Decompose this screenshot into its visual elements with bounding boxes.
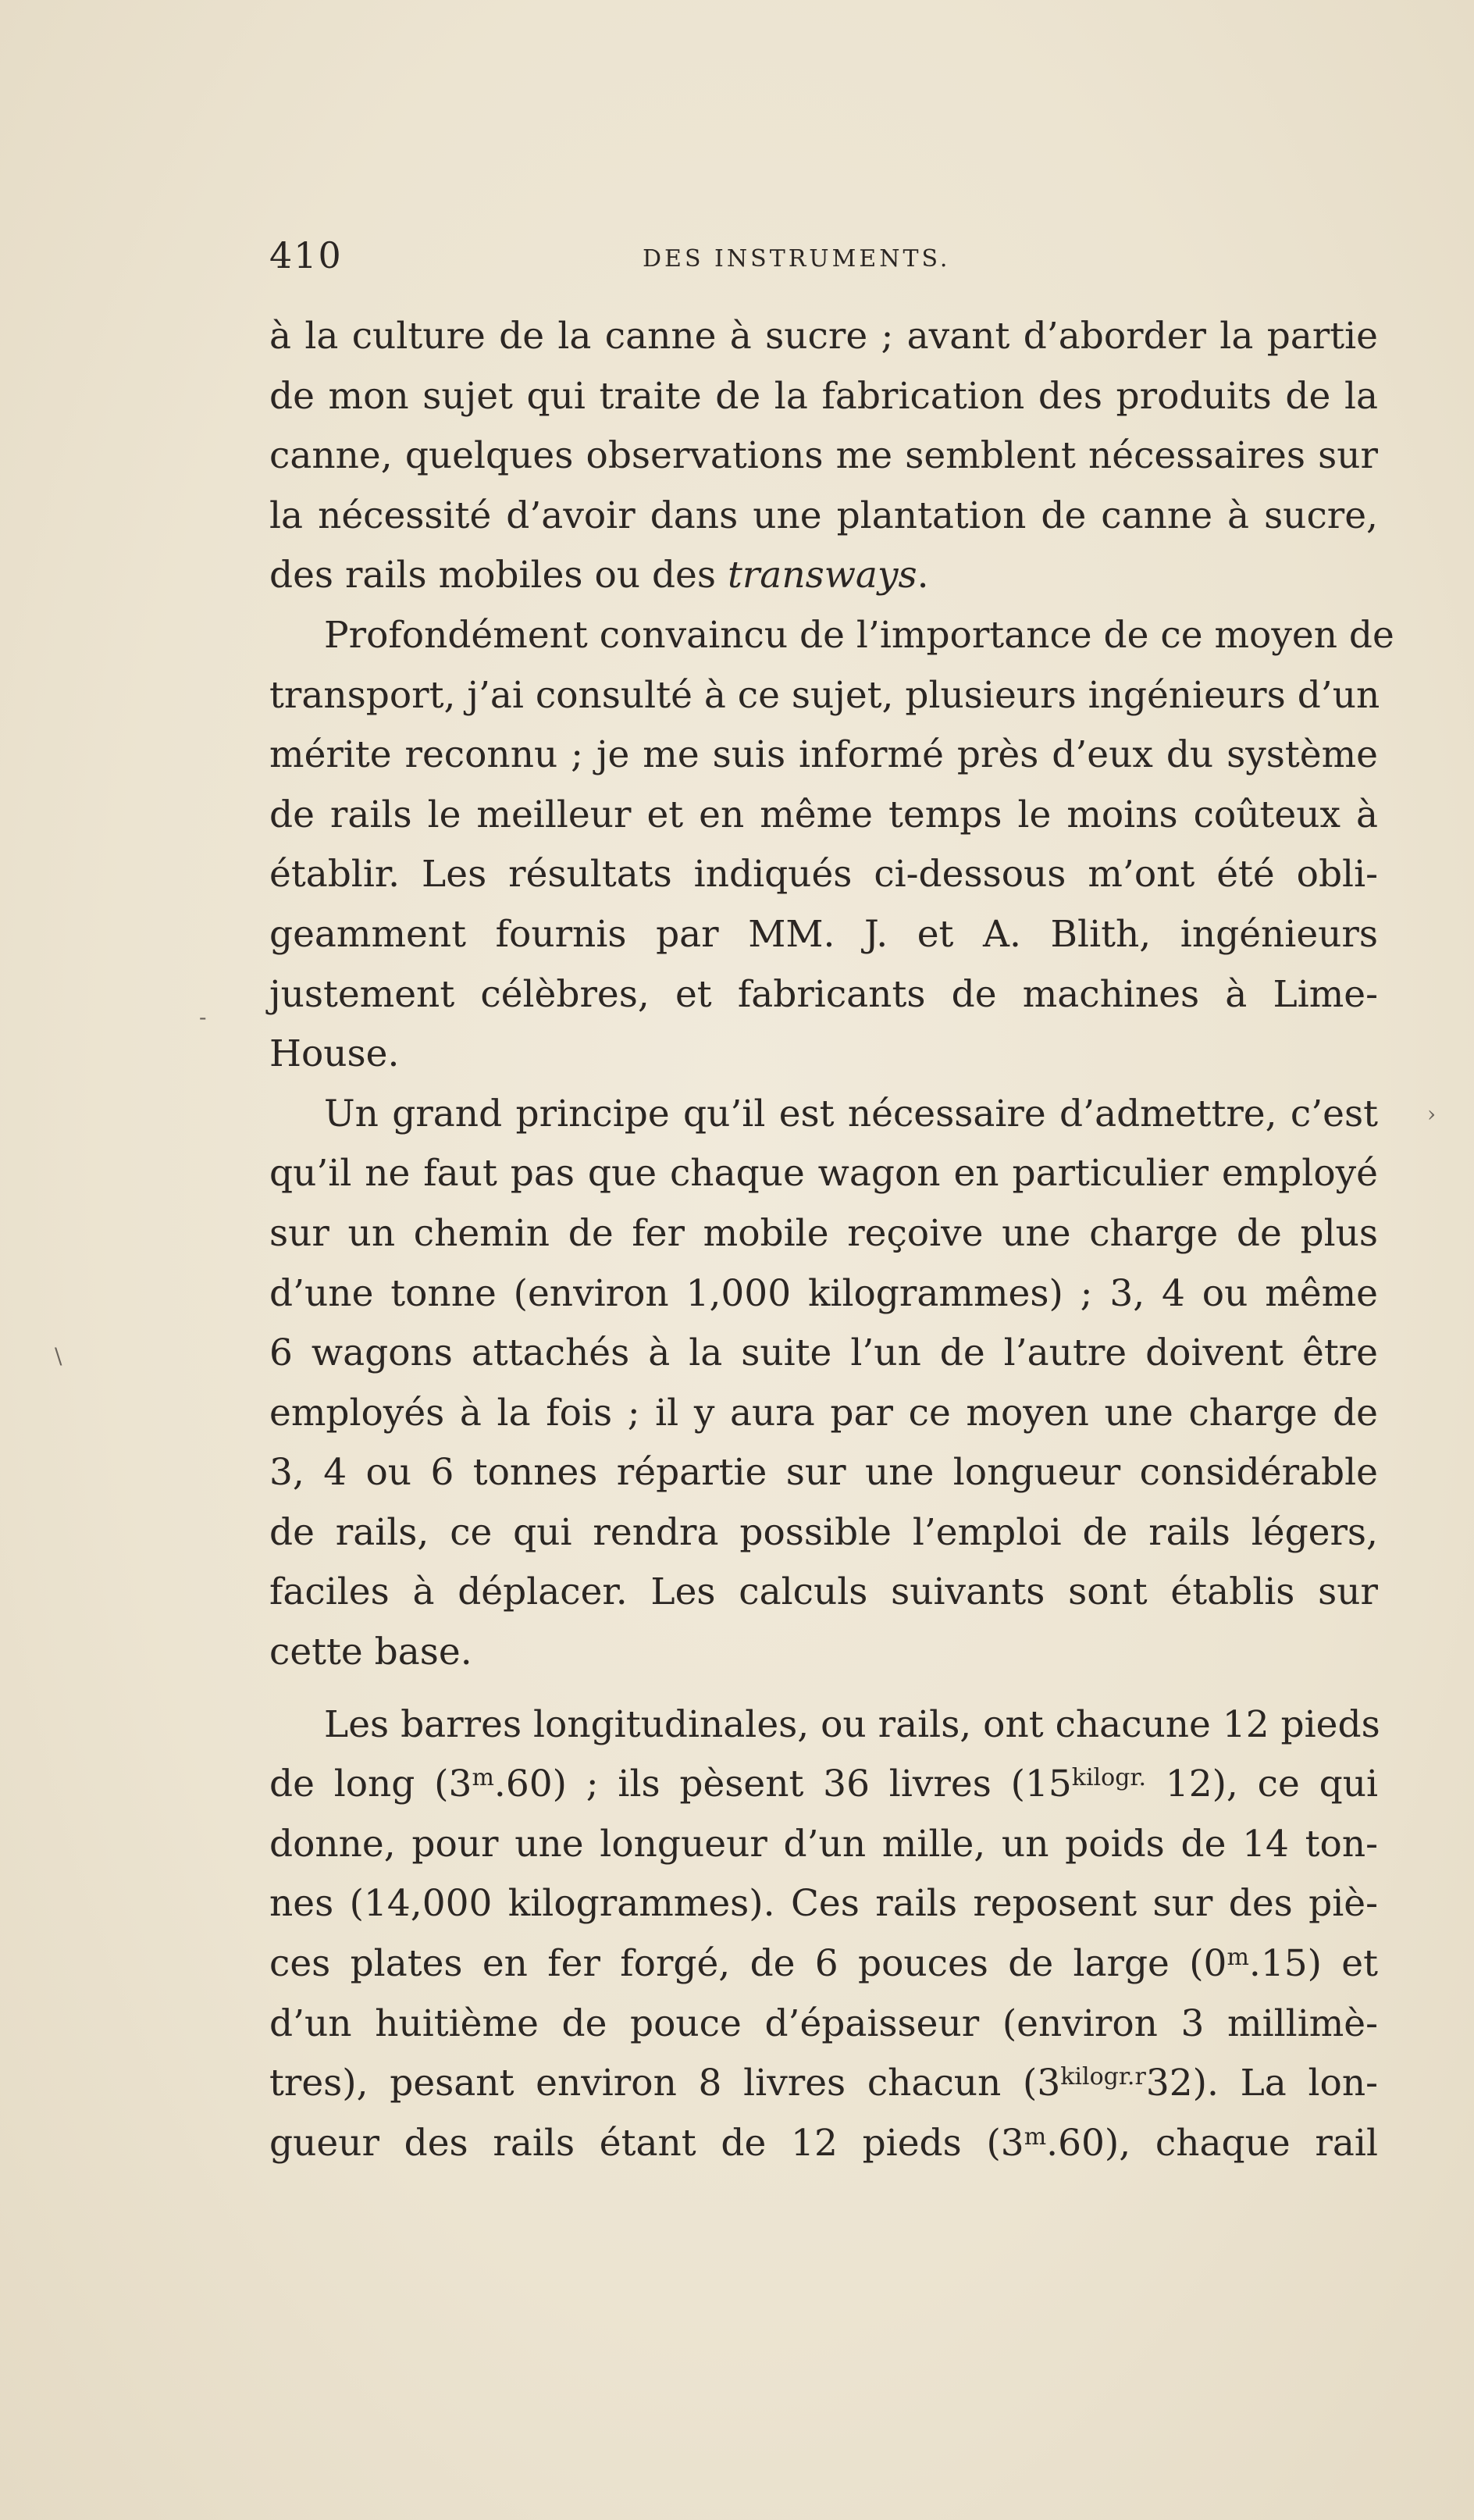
- text-fragment: de long (3: [269, 1763, 472, 1806]
- text-fragment: .60), chaque rail: [1046, 2121, 1378, 2165]
- text-line: 6 wagons attachés à la suite l’un de l’autre doivent être: [269, 1331, 1378, 1375]
- page-number: 410: [269, 234, 343, 276]
- text-line: [269, 2054, 1378, 2114]
- text-line: 3, 4 ou 6 tonnes répartie sur une longueur considérable: [269, 1451, 1378, 1495]
- text-line: [269, 2114, 1378, 2174]
- text-line: employés à la fois ; il y aura par ce moyen une charge de: [269, 1391, 1378, 1435]
- text-line: de mon sujet qui traite de la fabrication des produits de la: [269, 374, 1378, 418]
- text-line: la nécessité d’avoir dans une plantation de canne à sucre,: [269, 494, 1378, 537]
- superscript: m: [472, 1764, 494, 1792]
- paragraph-gap: [269, 1683, 1378, 1695]
- text-line: [269, 1934, 1378, 1994]
- text-line: à la culture de la canne à sucre ; avant d’aborder la partie: [269, 315, 1378, 358]
- text-line: geamment fournis par MM. J. et A. Blith, ingénieurs: [269, 912, 1378, 956]
- text-fragment: tres), pesant environ 8 livres chacun (3: [269, 2062, 1061, 2105]
- text-fragment: 12), ce qui: [1145, 1763, 1378, 1806]
- superscript: kilogr.: [1071, 1764, 1146, 1792]
- italic-term: transways: [727, 554, 917, 597]
- superscript: m: [1024, 2123, 1047, 2151]
- text-line: House.: [269, 1032, 400, 1076]
- text-line: nes (14,000 kilogrammes). Ces rails reposent sur des piè-: [269, 1882, 1378, 1926]
- text-line: Profondément convaincu de l’importance de ce moyen de: [324, 613, 1394, 657]
- text-line: de rails le meilleur et en même temps le moins coûteux à: [269, 793, 1378, 836]
- text-line: donne, pour une longueur d’un mille, un poids de 14 ton-: [269, 1822, 1378, 1866]
- margin-mark: \: [55, 1343, 62, 1369]
- text-fragment: des rails mobiles ou des: [269, 554, 728, 597]
- superscript: m: [1227, 1944, 1249, 1972]
- text-line: faciles à déplacer. Les calculs suivants sont établis sur: [269, 1570, 1378, 1614]
- text-line: canne, quelques observations me semblent nécessaires sur: [269, 434, 1378, 478]
- text-line: de rails, ce qui rendra possible l’emploi de rails légers,: [269, 1510, 1378, 1554]
- superscript: kilogr.r: [1060, 2063, 1146, 2091]
- text-line: Un grand principe qu’il est nécessaire d’admettre, c’est: [324, 1092, 1378, 1135]
- body-text: [269, 307, 1394, 2173]
- text-line: [269, 546, 1378, 606]
- text-line: [269, 1755, 1378, 1815]
- running-head: [269, 234, 1394, 297]
- text-fragment: .60) ; ils pèsent 36 livres (15: [493, 1763, 1072, 1806]
- text-fragment: 32). La lon-: [1145, 2062, 1378, 2105]
- text-line: d’une tonne (environ 1,000 kilogrammes) ; 3, 4 ou même: [269, 1271, 1378, 1315]
- text-fragment: gueur des rails étant de 12 pieds (3: [269, 2121, 1024, 2165]
- text-line: cette base.: [269, 1631, 472, 1674]
- text-line: établir. Les résultats indiqués ci-dessous m’ont été obli-: [269, 853, 1378, 896]
- margin-mark: -: [199, 1004, 207, 1030]
- text-line: qu’il ne faut pas que chaque wagon en particulier employé: [269, 1152, 1378, 1196]
- running-title: DES INSTRUMENTS.: [643, 245, 951, 273]
- text-fragment: .15) et: [1248, 1942, 1378, 1986]
- text-line: sur un chemin de fer mobile reçoive une charge de plus: [269, 1211, 1378, 1255]
- text-line: Les barres longitudinales, ou rails, ont chacune 12 pieds: [324, 1702, 1380, 1746]
- text-fragment: ces plates en fer forgé, de 6 pouces de large (0: [269, 1942, 1227, 1986]
- text-line: transport, j’ai consulté à ce sujet, plusieurs ingénieurs d’un: [269, 673, 1380, 717]
- text-line: d’un huitième de pouce d’épaisseur (environ 3 millimè-: [269, 2001, 1378, 2045]
- text-line: justement célèbres, et fabricants de machines à Lime-: [269, 972, 1378, 1016]
- margin-mark: ›: [1427, 1101, 1437, 1127]
- text-fragment: .: [917, 554, 929, 597]
- text-line: mérite reconnu ; je me suis informé près d’eux du système: [269, 733, 1378, 777]
